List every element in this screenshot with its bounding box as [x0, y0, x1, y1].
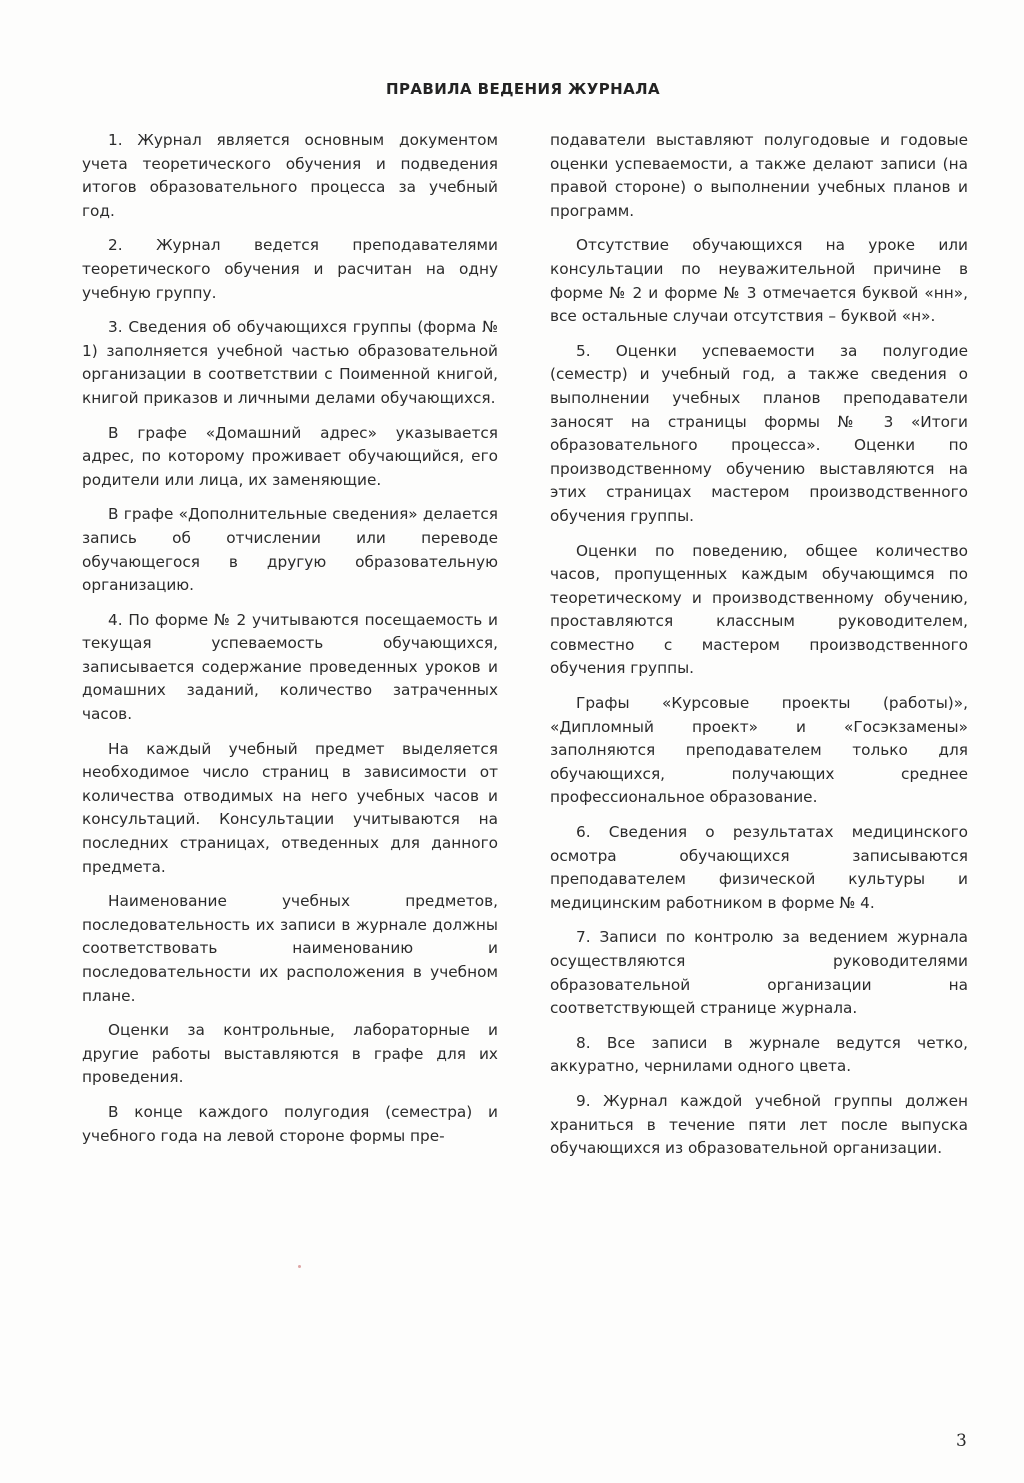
left-column: [82, 129, 498, 1159]
rule-paragraph: 5. Оценки успеваемости за полугодие (семестр) и учебный год, а также сведения о выполнении учебных планов преподаватели заносят на страницы формы № 3 «Итоги образовательного процесса». Оценки по производственному обучению выставляются на этих страницах мастером производственного обучения группы.: [550, 341, 968, 525]
rule-paragraph: 1. Журнал является основным документом учета теоретического обучения и подведения итогов образовательного процесса за учебный год.: [82, 131, 498, 220]
rule-paragraph: 2. Журнал ведется преподавателями теоретического обучения и расчитан на одну учебную группу.: [82, 236, 498, 302]
rule-paragraph: 4. По форме № 2 учитываются посещаемость и текущая успеваемость обучающихся, записывается содержание проведенных уроков и домашних заданий, количество затраченных часов.: [82, 610, 498, 724]
page-number: 3: [956, 1431, 967, 1451]
rule-paragraph: 9. Журнал каждой учебной группы должен храниться в течение пяти лет после выпуска обучающихся из образовательной организации.: [550, 1091, 968, 1158]
rule-paragraph: На каждый учебный предмет выделяется необходимое число страниц в зависимости от количества отводимых на него учебных часов и консультаций. Консультации учитываются на последних страницах, отведенных для данного предмета.: [82, 739, 498, 876]
rule-paragraph: 6. Сведения о результатах медицинского осмотра обучающихся записываются преподавателем физической культуры и медицинским работником в форме № 4.: [550, 823, 968, 912]
rule-paragraph: В графе «Домашний адрес» указывается адрес, по которому проживает обучающийся, его родители или лица, их заменяющие.: [82, 423, 498, 489]
rule-paragraph: Наименование учебных предметов, последовательность их записи в журнале должны соответствовать наименованию и последовательности их расположения в учебном плане.: [82, 892, 498, 1005]
rule-paragraph: Графы «Курсовые проекты (работы)», «Дипломный проект» и «Госэкзамены» заполняются преподавателем только для обучающихся, получающих среднее профессиональное образование.: [550, 694, 968, 807]
rule-paragraph: Оценки по поведению, общее количество часов, пропущенных каждым обучающимся по теоретическому и производственному обучению, проставляются классным руководителем, совместно с мастером производственного обучения группы.: [550, 541, 968, 678]
rule-paragraph: Оценки за контрольные, лабораторные и другие работы выставляются в графе для их проведения.: [82, 1021, 498, 1087]
rule-paragraph: В графе «Дополнительные сведения» делается запись об отчислении или переводе обучающегося в другую образовательную организацию.: [82, 505, 498, 595]
rule-paragraph: 3. Сведения об обучающихся группы (форма № 1) заполняется учебной частью образовательной организации в соответствии с Поименной книгой, книгой приказов и личными делами обучающихся.: [82, 318, 498, 407]
rule-paragraph-continued: подаватели выставляют полугодовые и годовые оценки успеваемости, а также делают записи (на правой стороне) о выполнении учебных планов и программ.: [550, 131, 968, 220]
right-column: [550, 129, 968, 1172]
page-title: ПРАВИЛА ВЕДЕНИЯ ЖУРНАЛА: [386, 80, 660, 98]
scan-speck: [298, 1265, 301, 1268]
rule-paragraph: В конце каждого полугодия (семестра) и учебного года на левой стороне формы пре-: [82, 1102, 498, 1145]
rule-paragraph: Отсутствие обучающихся на уроке или консультации по неуважительной причине в форме № 2 и форме № 3 отмечается буквой «нн», все остальные случаи отсутствия – буквой «н».: [550, 236, 968, 326]
rule-paragraph: 7. Записи по контролю за ведением журнала осуществляются руководителями образовательной организации на соответствующей странице журнала.: [550, 928, 968, 1018]
rule-paragraph: 8. Все записи в журнале ведутся четко, аккуратно, чернилами одного цвета.: [550, 1033, 968, 1076]
